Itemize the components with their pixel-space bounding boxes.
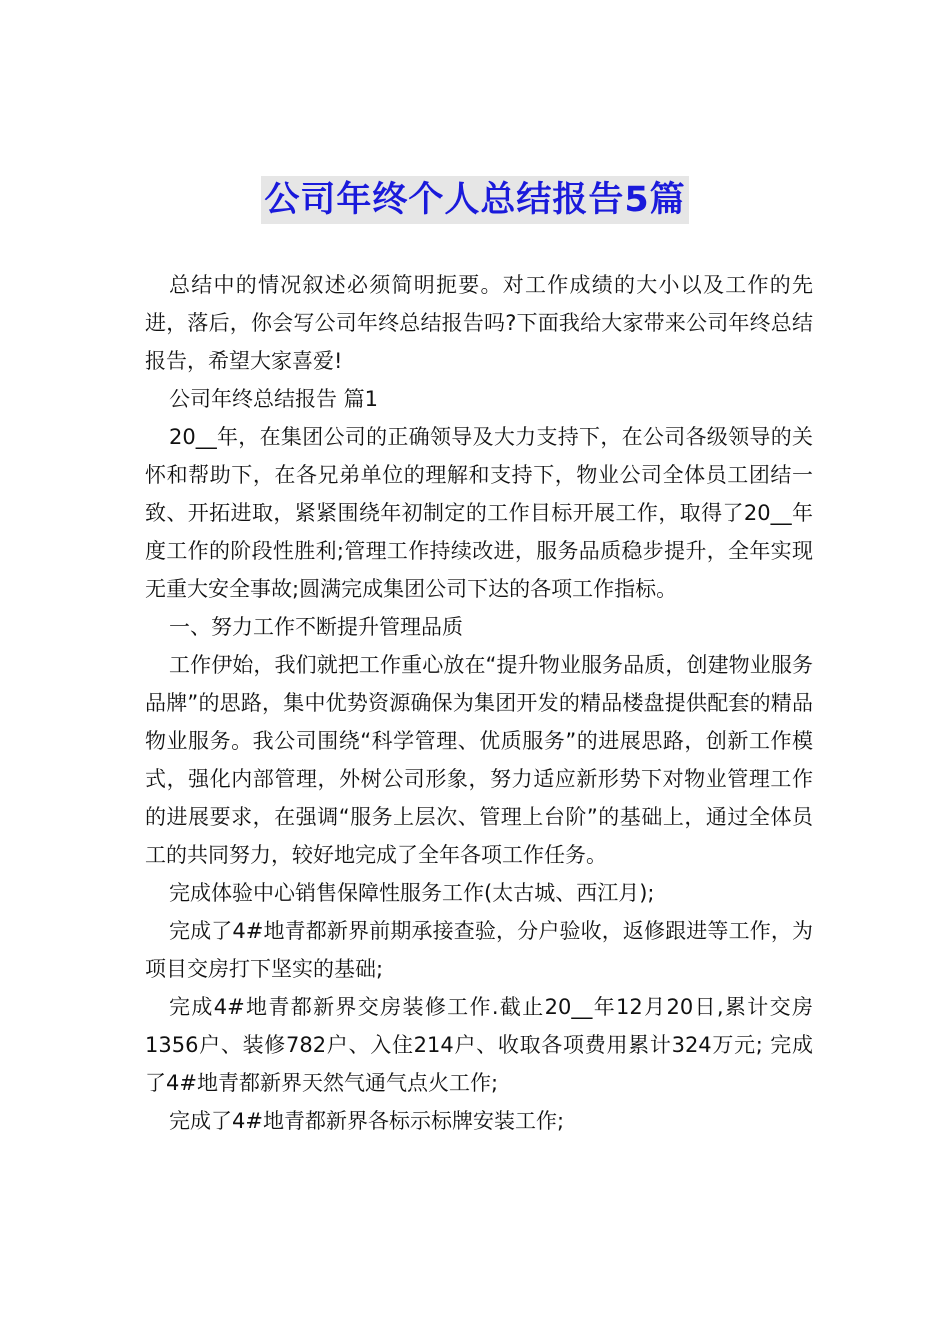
list-item: 完成体验中心销售保障性服务工作(太古城、西江月); [169, 881, 655, 905]
document-body [145, 266, 813, 1140]
list-item: 完成了4#地青都新界前期承接查验，分户验收，返修跟进等工作，为项目交房打下坚实的基础; [145, 919, 813, 981]
list-item: 完成4#地青都新界交房装修工作.截止20__年12月20日,累计交房1356户、装修782户、入住214户、收取各项费用累计324万元; 完成了4#地青都新界天然气通气点火工作; [145, 995, 813, 1095]
intro-paragraph: 总结中的情况叙述必须简明扼要。对工作成绩的大小以及工作的先进，落后，你会写公司年终总结报告吗?下面我给大家带来公司年终总结报告，希望大家喜爱! [145, 273, 813, 373]
body-paragraph: 20__年，在集团公司的正确领导及大力支持下，在公司各级领导的关怀和帮助下，在各兄弟单位的理解和支持下，物业公司全体员工团结一致、开拓进取，紧紧围绕年初制定的工作目标开展工作，取得了20__年度工作的阶段性胜利;管理工作持续改进，服务品质稳步提升，全年实现无重大安全事故;圆满完成集团公司下达的各项工作指标。 [145, 425, 813, 601]
body-paragraph: 工作伊始，我们就把工作重心放在“提升物业服务品质，创建物业服务品牌”的思路，集中优势资源确保为集团开发的精品楼盘提供配套的精品物业服务。我公司围绕“科学管理、优质服务”的进展思路，创新工作模式，强化内部管理，外树公司形象，努力适应新形势下对物业管理工作的进展要求，在强调“服务上层次、管理上台阶”的基础上，通过全体员工的共同努力，较好地完成了全年各项工作任务。 [145, 653, 813, 867]
section-heading-management: 一、努力工作不断提升管理品质 [169, 615, 463, 639]
title-area [0, 176, 950, 224]
section-heading-report-1: 公司年终总结报告 篇1 [169, 387, 379, 411]
list-item: 完成了4#地青都新界各标示标牌安装工作; [169, 1109, 565, 1133]
document-title: 公司年终个人总结报告5篇 [261, 176, 688, 224]
